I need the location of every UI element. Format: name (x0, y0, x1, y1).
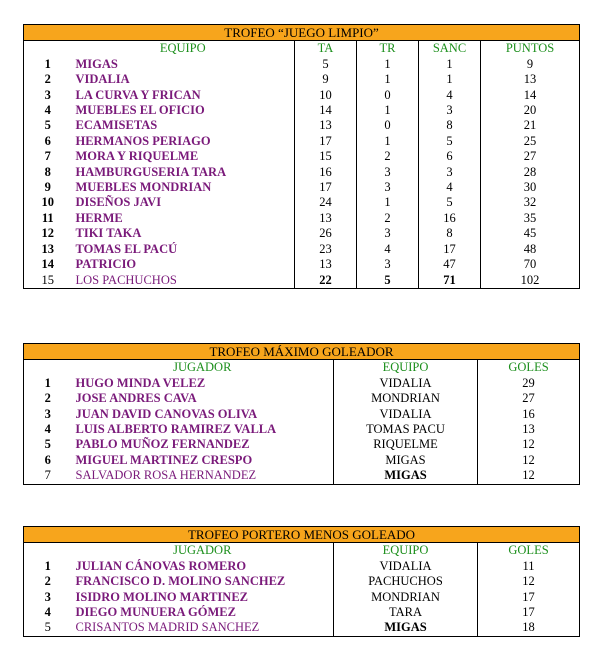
header-equipo: EQUIPO (334, 360, 478, 376)
puntos-value: 48 (481, 242, 580, 257)
table-row (24, 376, 580, 391)
goals-value: 12 (478, 468, 580, 484)
sanc-value: 5 (419, 134, 481, 149)
tr-value: 1 (357, 57, 419, 72)
position: 3 (24, 407, 72, 422)
tr-value: 3 (357, 226, 419, 241)
goals-value: 27 (478, 391, 580, 406)
goals-value: 12 (478, 574, 580, 589)
goalkeeper-title: TROFEO PORTERO MENOS GOLEADO (24, 527, 580, 543)
header-goles: GOLES (478, 360, 580, 376)
header-jugador: JUGADOR (72, 543, 334, 559)
goals-value: 12 (478, 437, 580, 452)
tr-value: 0 (357, 118, 419, 133)
puntos-value: 28 (481, 165, 580, 180)
table-row (24, 453, 580, 468)
tr-value: 1 (357, 134, 419, 149)
tr-value: 2 (357, 149, 419, 164)
sanc-value: 17 (419, 242, 481, 257)
ta-value: 9 (295, 72, 357, 87)
sanc-value: 4 (419, 88, 481, 103)
table-row (24, 422, 580, 437)
puntos-value: 25 (481, 134, 580, 149)
top-scorer-title: TROFEO MÁXIMO GOLEADOR (24, 344, 580, 360)
player-name: DIEGO MUNUERA GÓMEZ (72, 605, 334, 620)
table-row (24, 180, 580, 195)
tr-value: 1 (357, 103, 419, 118)
table-row (24, 88, 580, 103)
sanc-value: 16 (419, 211, 481, 226)
team-name: HERMANOS PERIAGO (72, 134, 295, 149)
team-name: VIDALIA (72, 72, 295, 87)
position: 2 (24, 574, 72, 589)
sanc-value: 47 (419, 257, 481, 272)
position: 1 (24, 559, 72, 574)
position: 5 (24, 118, 72, 133)
tr-value: 3 (357, 180, 419, 195)
ta-value: 16 (295, 165, 357, 180)
position: 9 (24, 180, 72, 195)
team-name: MONDRIAN (334, 391, 478, 406)
team-name: TOMAS EL PACÚ (72, 242, 295, 257)
table-row (24, 590, 580, 605)
goals-value: 17 (478, 590, 580, 605)
table-row (24, 57, 580, 72)
position: 6 (24, 453, 72, 468)
table-row (24, 559, 580, 574)
position: 1 (24, 57, 72, 72)
ta-value: 26 (295, 226, 357, 241)
team-name: HERME (72, 211, 295, 226)
ta-value: 24 (295, 195, 357, 210)
header-goles: GOLES (478, 543, 580, 559)
position: 10 (24, 195, 72, 210)
player-name: PABLO MUÑOZ FERNANDEZ (72, 437, 334, 452)
goals-value: 16 (478, 407, 580, 422)
tr-value: 5 (357, 273, 419, 289)
goals-value: 18 (478, 620, 580, 636)
ta-value: 17 (295, 134, 357, 149)
position: 6 (24, 134, 72, 149)
goals-value: 17 (478, 605, 580, 620)
table-row (24, 165, 580, 180)
team-name: PATRICIO (72, 257, 295, 272)
team-name: MIGAS (334, 468, 478, 484)
table-row (24, 226, 580, 241)
player-name: LUIS ALBERTO RAMIREZ VALLA (72, 422, 334, 437)
sanc-value: 3 (419, 103, 481, 118)
team-name: TARA (334, 605, 478, 620)
fair-play-table (23, 24, 580, 289)
table-row (24, 257, 580, 272)
ta-value: 13 (295, 118, 357, 133)
tr-value: 3 (357, 257, 419, 272)
table-row (24, 468, 580, 484)
puntos-value: 27 (481, 149, 580, 164)
position: 4 (24, 605, 72, 620)
header-tr: TR (357, 41, 419, 57)
sanc-value: 8 (419, 118, 481, 133)
header-sanc: SANC (419, 41, 481, 57)
puntos-value: 32 (481, 195, 580, 210)
team-name: HAMBURGUSERIA TARA (72, 165, 295, 180)
player-name: SALVADOR ROSA HERNANDEZ (72, 468, 334, 484)
header-puntos: PUNTOS (481, 41, 580, 57)
position: 12 (24, 226, 72, 241)
table-row (24, 407, 580, 422)
table-row (24, 195, 580, 210)
header-equipo: EQUIPO (72, 41, 295, 57)
puntos-value: 13 (481, 72, 580, 87)
tr-value: 1 (357, 72, 419, 87)
puntos-value: 9 (481, 57, 580, 72)
position: 2 (24, 72, 72, 87)
player-name: ISIDRO MOLINO MARTINEZ (72, 590, 334, 605)
ta-value: 15 (295, 149, 357, 164)
table-row (24, 273, 580, 289)
table-row (24, 574, 580, 589)
goalkeeper-table (23, 526, 580, 637)
goals-value: 13 (478, 422, 580, 437)
fair-play-title: TROFEO “JUEGO LIMPIO” (24, 25, 580, 41)
puntos-value: 45 (481, 226, 580, 241)
position: 14 (24, 257, 72, 272)
position: 8 (24, 165, 72, 180)
team-name: PACHUCHOS (334, 574, 478, 589)
player-name: JUAN DAVID CANOVAS OLIVA (72, 407, 334, 422)
puntos-value: 14 (481, 88, 580, 103)
player-name: JOSE ANDRES CAVA (72, 391, 334, 406)
ta-value: 10 (295, 88, 357, 103)
ta-value: 23 (295, 242, 357, 257)
sanc-value: 8 (419, 226, 481, 241)
ta-value: 13 (295, 211, 357, 226)
table-row (24, 134, 580, 149)
team-name: MUEBLES EL OFICIO (72, 103, 295, 118)
player-name: HUGO MINDA VELEZ (72, 376, 334, 391)
ta-value: 17 (295, 180, 357, 195)
team-name: MIGAS (72, 57, 295, 72)
table-row (24, 437, 580, 452)
ta-value: 14 (295, 103, 357, 118)
table-row (24, 118, 580, 133)
position: 7 (24, 149, 72, 164)
team-name: LA CURVA Y FRICAN (72, 88, 295, 103)
goals-value: 11 (478, 559, 580, 574)
player-name: FRANCISCO D. MOLINO SANCHEZ (72, 574, 334, 589)
ta-value: 22 (295, 273, 357, 289)
puntos-value: 20 (481, 103, 580, 118)
team-name: MIGAS (334, 453, 478, 468)
position: 4 (24, 422, 72, 437)
player-name: MIGUEL MARTINEZ CRESPO (72, 453, 334, 468)
goals-value: 12 (478, 453, 580, 468)
top-scorer-table (23, 343, 580, 485)
team-name: ECAMISETAS (72, 118, 295, 133)
puntos-value: 102 (481, 273, 580, 289)
table-row (24, 149, 580, 164)
sanc-value: 4 (419, 180, 481, 195)
tr-value: 1 (357, 195, 419, 210)
puntos-value: 35 (481, 211, 580, 226)
team-name: MONDRIAN (334, 590, 478, 605)
table-row (24, 620, 580, 636)
table-row (24, 242, 580, 257)
position: 3 (24, 88, 72, 103)
puntos-value: 21 (481, 118, 580, 133)
team-name: TOMAS PACU (334, 422, 478, 437)
table-row (24, 605, 580, 620)
team-name: DISEÑOS JAVI (72, 195, 295, 210)
position: 7 (24, 468, 72, 484)
goals-value: 29 (478, 376, 580, 391)
puntos-value: 70 (481, 257, 580, 272)
sanc-value: 1 (419, 57, 481, 72)
team-name: MIGAS (334, 620, 478, 636)
position: 13 (24, 242, 72, 257)
position: 1 (24, 376, 72, 391)
sanc-value: 1 (419, 72, 481, 87)
header-ta: TA (295, 41, 357, 57)
position: 15 (24, 273, 72, 289)
team-name: TIKI TAKA (72, 226, 295, 241)
sanc-value: 5 (419, 195, 481, 210)
player-name: JULIAN CÁNOVAS ROMERO (72, 559, 334, 574)
team-name: RIQUELME (334, 437, 478, 452)
tr-value: 3 (357, 165, 419, 180)
table-row (24, 72, 580, 87)
header-equipo: EQUIPO (334, 543, 478, 559)
header-jugador: JUGADOR (72, 360, 334, 376)
position: 5 (24, 437, 72, 452)
team-name: LOS PACHUCHOS (72, 273, 295, 289)
team-name: VIDALIA (334, 559, 478, 574)
team-name: VIDALIA (334, 376, 478, 391)
team-name: MORA Y RIQUELME (72, 149, 295, 164)
ta-value: 5 (295, 57, 357, 72)
tr-value: 2 (357, 211, 419, 226)
puntos-value: 30 (481, 180, 580, 195)
team-name: VIDALIA (334, 407, 478, 422)
position: 5 (24, 620, 72, 636)
position: 11 (24, 211, 72, 226)
position: 4 (24, 103, 72, 118)
tr-value: 4 (357, 242, 419, 257)
table-row (24, 391, 580, 406)
sanc-value: 71 (419, 273, 481, 289)
position: 2 (24, 391, 72, 406)
sanc-value: 3 (419, 165, 481, 180)
team-name: MUEBLES MONDRIAN (72, 180, 295, 195)
table-row (24, 211, 580, 226)
sanc-value: 6 (419, 149, 481, 164)
player-name: CRISANTOS MADRID SANCHEZ (72, 620, 334, 636)
ta-value: 13 (295, 257, 357, 272)
position: 3 (24, 590, 72, 605)
tr-value: 0 (357, 88, 419, 103)
table-row (24, 103, 580, 118)
